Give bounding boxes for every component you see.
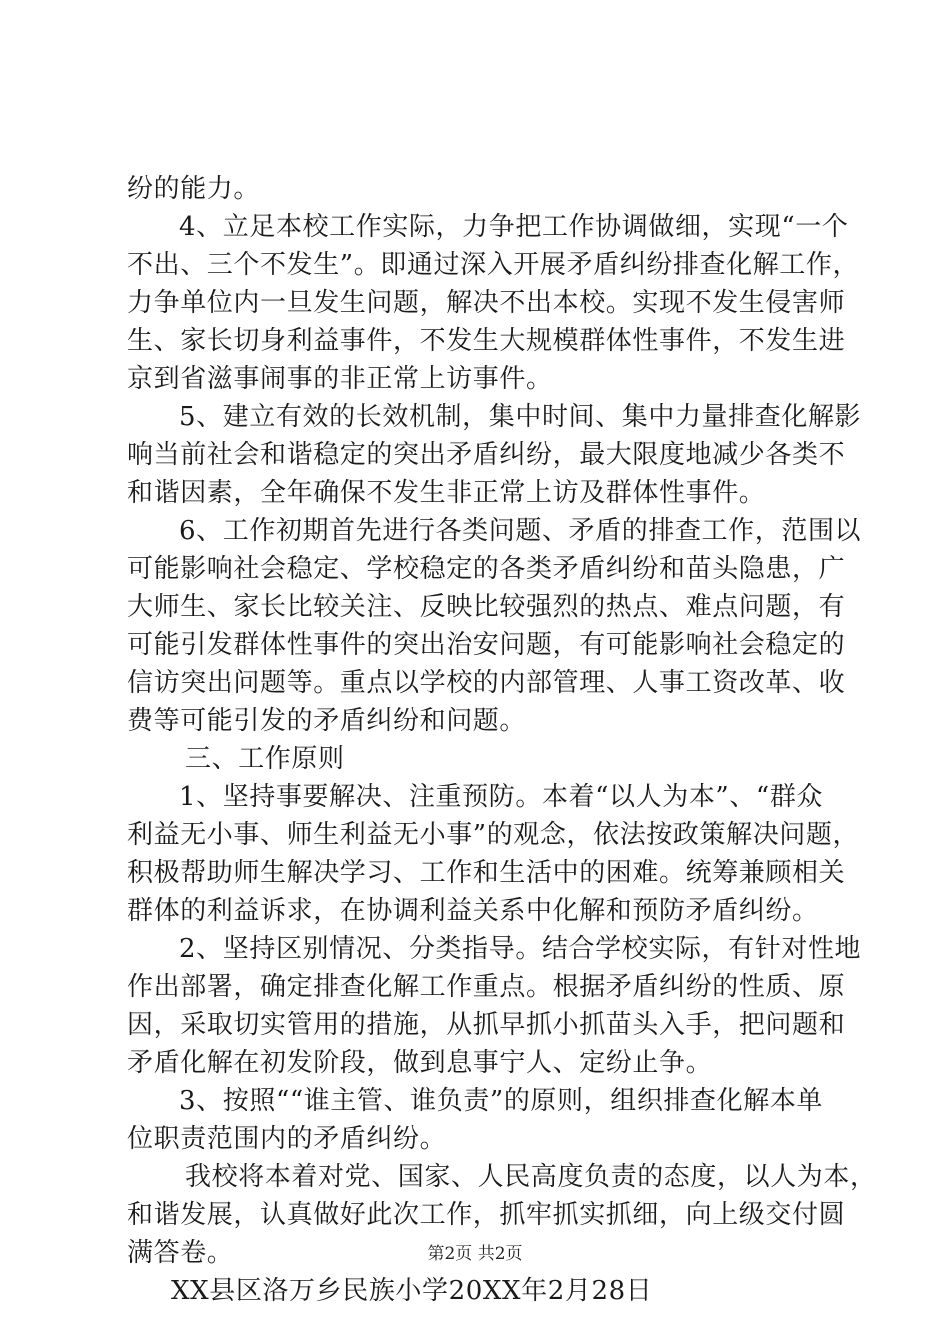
text-line: 作出部署，确定排查化解工作重点。根据矛盾纠纷的性质、原	[127, 972, 846, 1002]
text-line: 和谐因素，全年确保不发生非正常上访及群体性事件。	[127, 478, 766, 508]
text-line: 1、坚持事要解决、注重预防。本着“以人为本”、“群众	[179, 782, 824, 812]
text-line: 位职责范围内的矛盾纠纷。	[127, 1124, 447, 1154]
text-line: 不出、三个不发生”。即通过深入开展矛盾纠纷排查化解工作，	[127, 250, 860, 280]
text-line: 信访突出问题等。重点以学校的内部管理、人事工资改革、收	[127, 668, 846, 698]
text-line: 可能影响社会稳定、学校稳定的各类矛盾纠纷和苗头隐患，广	[127, 554, 846, 584]
text-line: 矛盾化解在初发阶段，做到息事宁人、定纷止争。	[127, 1048, 713, 1078]
document-body	[127, 170, 877, 1310]
text-line: 大师生、家长比较关注、反映比较强烈的热点、难点问题，有	[127, 592, 846, 622]
text-line: 因，采取切实管用的措施，从抓早抓小抓苗头入手，把问题和	[127, 1010, 846, 1040]
text-line: 纷的能力。	[127, 174, 261, 204]
text-line: 3、按照““谁主管、谁负责”的原则，组织排查化解本单	[179, 1086, 824, 1116]
text-line: 群体的利益诉求，在协调利益关系中化解和预防矛盾纠纷。	[127, 896, 819, 926]
text-line: 力争单位内一旦发生问题，解决不出本校。实现不发生侵害师	[127, 288, 846, 318]
page-footer: 第2页 共2页	[427, 1244, 523, 1264]
text-line: 4、立足本校工作实际，力争把工作协调做细，实现“一个	[179, 212, 849, 242]
text-line: 6、工作初期首先进行各类问题、矛盾的排查工作，范围以	[179, 516, 862, 546]
text-line: 满答卷。	[127, 1238, 234, 1268]
text-line: 利益无小事、师生利益无小事”的观念，依法按政策解决问题，	[127, 820, 860, 850]
signature-line: XX县区洛万乡民族小学20XX年2月28日	[171, 1276, 653, 1306]
text-line: 积极帮助师生解决学习、工作和生活中的困难。统筹兼顾相关	[127, 858, 846, 888]
text-line: 我校将本着对党、国家、人民高度负责的态度，以人为本，	[185, 1162, 877, 1192]
text-line: 2、坚持区别情况、分类指导。结合学校实际，有针对性地	[179, 934, 862, 964]
text-line: 京到省滋事闹事的非正常上访事件。	[127, 364, 553, 394]
text-line: 5、建立有效的长效机制，集中时间、集中力量排查化解影	[179, 402, 862, 432]
text-line: 费等可能引发的矛盾纠纷和问题。	[127, 706, 527, 736]
text-line: 响当前社会和谐稳定的突出矛盾纠纷，最大限度地减少各类不	[127, 440, 846, 470]
text-line: 可能引发群体性事件的突出治安问题，有可能影响社会稳定的	[127, 630, 846, 660]
text-line: 和谐发展，认真做好此次工作，抓牢抓实抓细，向上级交付圆	[127, 1200, 846, 1230]
section-heading: 三、工作原则	[185, 744, 345, 774]
text-line: 生、家长切身利益事件，不发生大规模群体性事件，不发生进	[127, 326, 846, 356]
